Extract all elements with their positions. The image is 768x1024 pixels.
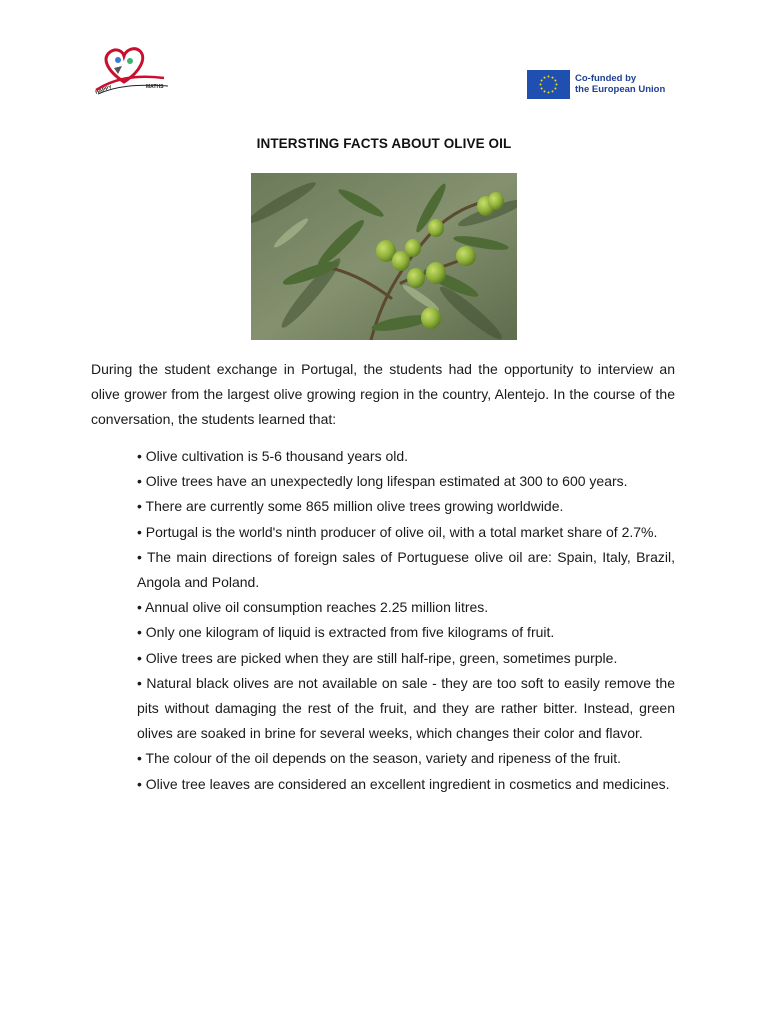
- page-title: INTERSTING FACTS ABOUT OLIVE OIL: [256, 136, 512, 151]
- intro-paragraph: During the student exchange in Portugal, the students had the opportunity to interview an olive grower from the largest olive growing region in the country, Alentejo. In the course of the conversation, the students learned that:: [91, 361, 675, 427]
- list-item: • Only one kilogram of liquid is extracted from five kilograms of fruit.: [137, 624, 555, 641]
- list-item: • Olive trees are picked when they are still half-ripe, green, sometimes purple.: [137, 649, 618, 666]
- heart-logo-icon: [92, 44, 172, 98]
- eu-flag-icon: [527, 70, 570, 99]
- svg-text:MATHS: MATHS: [146, 84, 164, 90]
- facts-list: [137, 444, 675, 797]
- svg-text:HAPPY: HAPPY: [94, 84, 113, 96]
- list-item: • Olive tree leaves are considered an excellent ingredient in cosmetics and medicines.: [137, 775, 670, 792]
- list-item: • There are currently some 865 million olive trees growing worldwide.: [137, 498, 564, 515]
- eu-line-1: Co-funded by: [575, 73, 637, 84]
- happy-maths-logo: [92, 44, 172, 98]
- list-item: • Olive trees have an unexpectedly long lifespan estimated at 300 to 600 years.: [137, 473, 628, 490]
- list-item: • The colour of the oil depends on the season, variety and ripeness of the fruit.: [137, 750, 622, 767]
- list-item: • Annual olive oil consumption reaches 2.25 million litres.: [137, 599, 489, 616]
- list-item: • Olive cultivation is 5-6 thousand years old.: [137, 448, 409, 464]
- olive-branch-photo: [251, 173, 517, 340]
- list-item: • The main directions of foreign sales of Portuguese olive oil are: Spain, Italy, Brazil, Angola and Poland.: [137, 548, 675, 591]
- eu-cofunded-logo: [527, 69, 675, 99]
- list-item: • Natural black olives are not available on sale - they are too soft to easily remove the pits without damaging the rest of the fruit, and they are rather bitter. Instead, green olives are soaked in brine for several weeks, which changes their color and flavor.: [137, 674, 675, 742]
- eu-line-2: the European Union: [575, 84, 666, 95]
- eu-cofunded-text: [575, 73, 665, 95]
- list-item: • Portugal is the world's ninth producer of olive oil, with a total market share of 2.7%.: [137, 523, 658, 540]
